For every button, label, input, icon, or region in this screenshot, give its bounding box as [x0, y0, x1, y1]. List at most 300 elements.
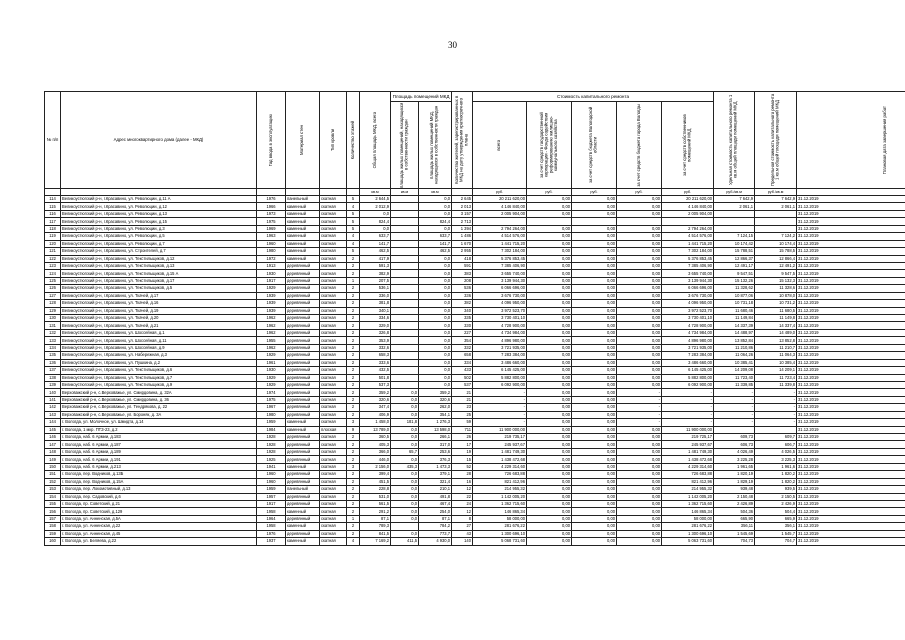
table-cell: 281 676,22	[662, 523, 714, 530]
table-cell: 0,00	[572, 352, 617, 359]
table-cell: 3 721 935,00	[473, 344, 527, 351]
table-cell: 784,2	[419, 523, 452, 530]
table-cell	[391, 337, 419, 344]
table-cell: скатная	[320, 515, 347, 522]
table-cell: 0,00	[527, 404, 572, 411]
capital-repair-table-container	[44, 91, 893, 546]
table-cell: 0,00	[617, 196, 662, 203]
table-cell: 13 852,84	[714, 337, 755, 344]
table-cell: 2 426,89	[714, 500, 755, 507]
table-cell: 0,00	[617, 448, 662, 455]
table-cell: 1 142 005,20	[473, 493, 527, 500]
table-cell: 2	[347, 292, 360, 299]
table-cell: 4 734 984,00	[662, 329, 714, 336]
table-cell: 7 385 406,90	[662, 262, 714, 269]
table-cell: 2 061,1	[755, 203, 797, 210]
table-cell: 3 486 660,00	[473, 359, 527, 366]
table-cell: 0,00	[572, 441, 617, 448]
table-cell: 0,00	[527, 523, 572, 530]
table-cell: 31.12.2019	[797, 352, 905, 359]
table-cell: 141	[45, 396, 61, 403]
table-cell: 219 735,17	[473, 434, 527, 441]
table-cell: 9 547,5	[755, 270, 797, 277]
table-cell: 11 210,7	[755, 344, 797, 351]
table-cell: 3 730 401,10	[662, 315, 714, 322]
table-cell: 4 096 950,00	[473, 300, 527, 307]
table-cell: 1929	[257, 374, 286, 381]
table-cell: 0,00	[527, 344, 572, 351]
table-cell: 8	[452, 515, 473, 522]
table-cell: 4 229 314,60	[662, 463, 714, 470]
table-cell: 1974	[257, 389, 286, 396]
table-cell: 31.12.2019	[797, 218, 905, 225]
table-cell	[391, 359, 419, 366]
table-cell: панельный	[286, 486, 320, 493]
header-unit-cost: Удельная стоимость капитального ремонта 1 кв.м общей площади помещений МКД	[714, 92, 755, 189]
table-cell: 0,00	[572, 463, 617, 470]
table-cell: 2	[347, 441, 360, 448]
table-cell: 789,3	[360, 523, 391, 530]
table-cell: -	[662, 404, 714, 411]
table-cell: 561,5	[360, 500, 391, 507]
table-cell: 0,00	[572, 389, 617, 396]
table-cell: 0,00	[527, 441, 572, 448]
table-cell: 5 376 853,45	[662, 255, 714, 262]
table-cell: 704,73	[714, 538, 755, 545]
table-cell: 0,00	[572, 240, 617, 247]
table-cell: 0,00	[527, 233, 572, 240]
table-cell: 31.12.2019	[797, 500, 905, 507]
table-cell: 2	[347, 471, 360, 478]
table-cell: 0,00	[527, 329, 572, 336]
table-cell: 0,00	[527, 463, 572, 470]
table-cell: 330	[452, 322, 473, 329]
table-cell: 2	[347, 270, 360, 277]
table-cell: Великоустюгский р-н, г.Красавино, ул. Текстильщиков, д.13	[61, 262, 257, 269]
table-cell: 117	[45, 218, 61, 225]
table-cell: 2	[347, 486, 360, 493]
unit-cell: руб./кв.м	[714, 189, 755, 196]
table-cell: 121	[45, 248, 61, 255]
table-cell: 432,5	[360, 367, 391, 374]
table-cell: -	[662, 396, 714, 403]
table-cell: каменный	[286, 240, 320, 247]
table-cell: 245 937,67	[473, 441, 527, 448]
header-completion-date: Плановая дата завершения работ	[797, 92, 905, 189]
table-cell: 10 385,41	[714, 359, 755, 366]
table-cell: каменный	[286, 203, 320, 210]
table-cell: 12 491,2	[755, 262, 797, 269]
table-cell: 14 489,0	[755, 329, 797, 336]
table-cell: 405,3	[360, 441, 391, 448]
table-cell: 2	[347, 374, 360, 381]
table-cell: деревянный	[286, 478, 320, 485]
table-cell: 25	[452, 411, 473, 418]
table-cell: 0,00	[572, 411, 617, 418]
table-cell: 2	[347, 389, 360, 396]
table-cell: 1 362 715,60	[662, 500, 714, 507]
table-cell: 2 426,9	[755, 500, 797, 507]
table-cell: 11 210,86	[714, 344, 755, 351]
table-cell	[391, 196, 419, 203]
table-cell	[391, 352, 419, 359]
header-cost-owners: за счет средств собственников помещений МКД	[662, 102, 714, 189]
table-cell: деревянный	[286, 307, 320, 314]
table-cell: 4 229 314,60	[473, 463, 527, 470]
table-cell: -	[755, 396, 797, 403]
table-cell: 11 339,85	[714, 381, 755, 388]
table-cell: 0,00	[617, 240, 662, 247]
table-cell: 3 655 740,00	[662, 270, 714, 277]
table-cell: 14 337,4	[755, 322, 797, 329]
table-cell	[714, 225, 755, 232]
table-cell	[755, 426, 797, 433]
table-cell: 0,00	[572, 374, 617, 381]
table-cell: 20 211 620,00	[473, 196, 527, 203]
table-cell: 0,00	[617, 270, 662, 277]
table-cell: 3 972 523,70	[473, 307, 527, 314]
table-cell: 0,00	[527, 248, 572, 255]
table-cell: 1917	[257, 277, 286, 284]
table-cell: 1928	[257, 441, 286, 448]
table-cell: 0,0	[391, 493, 419, 500]
table-cell: 0,00	[572, 277, 617, 284]
table-cell: 504,4	[755, 508, 797, 515]
table-cell: 144	[45, 419, 61, 426]
table-cell: 2 645	[452, 196, 473, 203]
table-row	[45, 396, 905, 403]
table-cell	[391, 322, 419, 329]
table-cell: 31.12.2019	[797, 225, 905, 232]
table-cell: 31.12.2019	[797, 210, 905, 217]
table-cell: деревянный	[286, 277, 320, 284]
table-cell: 609,7	[755, 434, 797, 441]
table-cell: 31.12.2019	[797, 203, 905, 210]
table-row	[45, 404, 905, 411]
table-cell: 0,00	[617, 300, 662, 307]
table-cell: 0,00	[527, 292, 572, 299]
table-cell: 0,00	[617, 210, 662, 217]
table-cell: скатная	[320, 500, 347, 507]
table-cell: 0,00	[617, 486, 662, 493]
table-cell: 0,00	[527, 486, 572, 493]
table-cell	[473, 218, 527, 225]
table-cell: 266,1	[419, 434, 452, 441]
table-cell: 1 820,2	[755, 478, 797, 485]
table-cell: 31.12.2019	[797, 389, 905, 396]
table-cell: Верховажский р-н, с.Верховажье, ул. Смирдовина, д. 32А	[61, 389, 257, 396]
table-cell: деревянный	[286, 389, 320, 396]
table-cell: 0,00	[572, 523, 617, 530]
table-cell: 0,00	[527, 367, 572, 374]
table-cell: 606,73	[714, 441, 755, 448]
table-cell: 382,9	[360, 270, 391, 277]
table-cell: г. Вологда, 1 мкр. ПТЗ-23, д.2	[61, 426, 257, 433]
table-cell: деревянный	[286, 315, 320, 322]
table-cell: 0,00	[617, 315, 662, 322]
table-cell: скатная	[320, 486, 347, 493]
table-cell: скатная	[320, 359, 347, 366]
table-cell: 14 488,97	[714, 329, 755, 336]
table-cell: 366,0	[360, 448, 391, 455]
table-cell: 138	[45, 374, 61, 381]
table-cell: скатная	[320, 210, 347, 217]
table-cell: 0,00	[617, 478, 662, 485]
table-cell: 1	[347, 277, 360, 284]
table-cell	[391, 277, 419, 284]
table-cell: г. Вологда, пер. Садовский, д.6	[61, 493, 257, 500]
table-cell: 1964	[257, 515, 286, 522]
table-cell: 31.12.2019	[797, 404, 905, 411]
table-row	[45, 270, 905, 277]
table-row	[45, 344, 905, 351]
table-cell: 1 820,19	[714, 471, 755, 478]
table-cell: 0,00	[572, 292, 617, 299]
table-cell: скатная	[320, 352, 347, 359]
table-cell: -	[617, 404, 662, 411]
table-cell: 31.12.2019	[797, 292, 905, 299]
table-row	[45, 486, 905, 493]
table-cell: деревянный	[286, 530, 320, 537]
table-cell: 0,0	[419, 262, 452, 269]
table-cell: 0,00	[617, 203, 662, 210]
table-cell: Великоустюгский р-н, г.Красавино, ул. Шоссейная, д.9	[61, 344, 257, 351]
table-cell: деревянный	[286, 374, 320, 381]
table-cell: 115	[45, 203, 61, 210]
table-cell: скатная	[320, 307, 347, 314]
table-cell: 10 174,4	[755, 240, 797, 247]
table-cell: 0,00	[527, 538, 572, 545]
table-cell: 336	[452, 292, 473, 299]
table-cell: 633,7	[360, 233, 391, 240]
table-cell	[391, 329, 419, 336]
table-cell: 15 788,5	[755, 248, 797, 255]
table-cell: 1960	[257, 471, 286, 478]
table-cell: 15 132,26	[714, 277, 755, 284]
table-cell: 0,00	[572, 225, 617, 232]
table-row	[45, 530, 905, 537]
table-cell: 1976	[257, 196, 286, 203]
table-cell: скатная	[320, 404, 347, 411]
table-cell: 665,9	[755, 515, 797, 522]
table-cell: 332	[452, 344, 473, 351]
table-cell: 123	[45, 262, 61, 269]
table-cell: 2 794 264,00	[473, 225, 527, 232]
table-cell: 10 878,0	[755, 292, 797, 299]
table-cell	[572, 218, 617, 225]
table-cell: 145	[45, 426, 61, 433]
table-cell: 11 900 000,00	[662, 426, 714, 433]
table-cell: 125	[45, 277, 61, 284]
table-cell: 0,00	[617, 493, 662, 500]
table-row	[45, 255, 905, 262]
table-cell: скатная	[320, 292, 347, 299]
table-cell: скатная	[320, 478, 347, 485]
table-cell: 1937	[257, 538, 286, 545]
table-cell: скатная	[320, 374, 347, 381]
table-cell: скатная	[320, 248, 347, 255]
table-cell: 219 725,17	[662, 434, 714, 441]
table-cell: 1 820,2	[755, 471, 797, 478]
header-wall-material: Материал стен	[286, 92, 320, 189]
table-cell: 31.12.2019	[797, 434, 905, 441]
table-cell: 0,00	[617, 508, 662, 515]
table-cell: 2 156,0	[360, 463, 391, 470]
table-cell: -	[714, 411, 755, 418]
table-cell: 2	[347, 530, 360, 537]
table-cell: 2	[347, 396, 360, 403]
table-cell: 0,0	[419, 367, 452, 374]
unit-cell: кв.м	[419, 189, 452, 196]
table-cell: 87,1	[360, 515, 391, 522]
table-row	[45, 315, 905, 322]
table-cell: 1962	[257, 315, 286, 322]
table-cell: 4 728 900,00	[662, 322, 714, 329]
table-cell: г. Вологда, наб. 6 Армии, д.213	[61, 463, 257, 470]
table-cell: 340	[452, 307, 473, 314]
table-row	[45, 292, 905, 299]
table-cell: 0,0	[360, 210, 391, 217]
table-cell: 10 385,4	[755, 359, 797, 366]
table-cell: 1941	[257, 463, 286, 470]
table-cell: 2	[347, 508, 360, 515]
table-cell: 3	[347, 463, 360, 470]
table-cell	[391, 300, 419, 307]
table-cell: скатная	[320, 471, 347, 478]
table-cell: 119	[45, 233, 61, 240]
table-cell: г. Вологда, наб. 6 Армии, д.183	[61, 434, 257, 441]
table-cell: 4	[347, 203, 360, 210]
table-cell: скатная	[320, 367, 347, 374]
table-cell: 4 734 984,00	[473, 329, 527, 336]
table-cell: 0,0	[419, 285, 452, 292]
table-cell: 0,0	[419, 270, 452, 277]
table-row	[45, 493, 905, 500]
table-cell: 1962	[257, 329, 286, 336]
table-cell: 0,0	[419, 344, 452, 351]
table-cell: 0,00	[617, 233, 662, 240]
table-cell: 0,00	[527, 426, 572, 433]
table-cell: 1929	[257, 381, 286, 388]
table-cell: 14 209,08	[714, 367, 755, 374]
table-cell: 2	[347, 307, 360, 314]
table-cell: 333,6	[360, 359, 391, 366]
table-cell: 12 491,17	[714, 262, 755, 269]
table-cell: 11 149,8	[755, 315, 797, 322]
table-cell: 0,00	[527, 411, 572, 418]
table-cell: каменный	[286, 538, 320, 545]
table-cell: 0,00	[527, 315, 572, 322]
table-cell: 3 972 523,70	[662, 307, 714, 314]
table-cell: 2 150,5	[755, 493, 797, 500]
table-cell: 1967	[257, 404, 286, 411]
table-cell: каменный	[286, 210, 320, 217]
table-cell: Великоустюгский р-н, г.Красавино, ул. Ткачей, д.17	[61, 292, 257, 299]
table-cell: 3 721 935,00	[662, 344, 714, 351]
table-cell: 281 676,22	[473, 523, 527, 530]
table-cell: 4 930,0	[419, 538, 452, 545]
table-cell: 6 092 900,00	[662, 381, 714, 388]
table-cell	[391, 315, 419, 322]
table-cell: деревянный	[286, 337, 320, 344]
table-cell: 320,6	[419, 396, 452, 403]
table-cell: 116	[45, 210, 61, 217]
table-cell: 0,00	[572, 478, 617, 485]
table-cell: скатная	[320, 233, 347, 240]
table-cell: 0,00	[617, 426, 662, 433]
table-cell: 0,00	[527, 381, 572, 388]
table-cell: 11 680,46	[714, 307, 755, 314]
table-cell: 0,0	[419, 255, 452, 262]
table-cell: деревянный	[286, 367, 320, 374]
table-cell: 0,00	[527, 456, 572, 463]
table-cell: 5 068 731,60	[473, 538, 527, 545]
table-cell: Великоустюгский р-н, г.Красавино, ул. Текстильщиков, д.9	[61, 381, 257, 388]
table-cell: 329,0	[360, 322, 391, 329]
table-cell: 3	[347, 419, 360, 426]
table-cell: 1 142 005,20	[662, 493, 714, 500]
table-cell: 0,00	[617, 441, 662, 448]
table-cell: 0,00	[527, 352, 572, 359]
table-cell: -	[662, 419, 714, 426]
table-cell: 15 788,51	[714, 248, 755, 255]
table-cell: скатная	[320, 523, 347, 530]
table-cell: 0,00	[617, 381, 662, 388]
table-cell: 0,00	[527, 508, 572, 515]
table-cell: скатная	[320, 344, 347, 351]
table-cell: 418	[452, 255, 473, 262]
table-cell	[391, 218, 419, 225]
table-cell: 0,00	[527, 307, 572, 314]
table-cell: 118	[45, 225, 61, 232]
table-cell: 1959	[257, 419, 286, 426]
table-cell: 0,00	[617, 337, 662, 344]
table-cell: 4 896 980,00	[473, 337, 527, 344]
table-cell: 0,00	[572, 203, 617, 210]
table-cell: скатная	[320, 255, 347, 262]
table-cell: 2	[347, 262, 360, 269]
table-cell: 0,0	[391, 396, 419, 403]
table-cell: 157	[45, 515, 61, 522]
table-cell: скатная	[320, 285, 347, 292]
table-cell: каменный	[286, 523, 320, 530]
table-cell: 0,0	[419, 210, 452, 217]
table-cell: 773,7	[419, 530, 452, 537]
table-cell: 1980	[257, 411, 286, 418]
table-cell: 1 458,0	[360, 419, 391, 426]
unit-cell: руб.	[617, 189, 662, 196]
table-cell: 317,0	[419, 441, 452, 448]
table-cell: 321,4	[419, 478, 452, 485]
units-row	[45, 189, 905, 196]
table-cell: 451,5	[360, 478, 391, 485]
table-cell: панельный	[286, 196, 320, 203]
table-cell: 31.12.2019	[797, 344, 905, 351]
table-cell: 4 026,5	[755, 448, 797, 455]
table-cell: 326,8	[360, 329, 391, 336]
table-cell: 159	[45, 530, 61, 537]
table-cell: 12 866,4	[755, 255, 797, 262]
table-cell: 0,00	[572, 515, 617, 522]
table-cell: 31.12.2019	[797, 538, 905, 545]
table-row	[45, 285, 905, 292]
table-cell: 0,00	[617, 367, 662, 374]
table-cell: 334	[452, 359, 473, 366]
table-cell: 31.12.2019	[797, 300, 905, 307]
table-cell: 939,5	[755, 486, 797, 493]
table-cell: 0,00	[527, 419, 572, 426]
table-cell: 1929	[257, 285, 286, 292]
